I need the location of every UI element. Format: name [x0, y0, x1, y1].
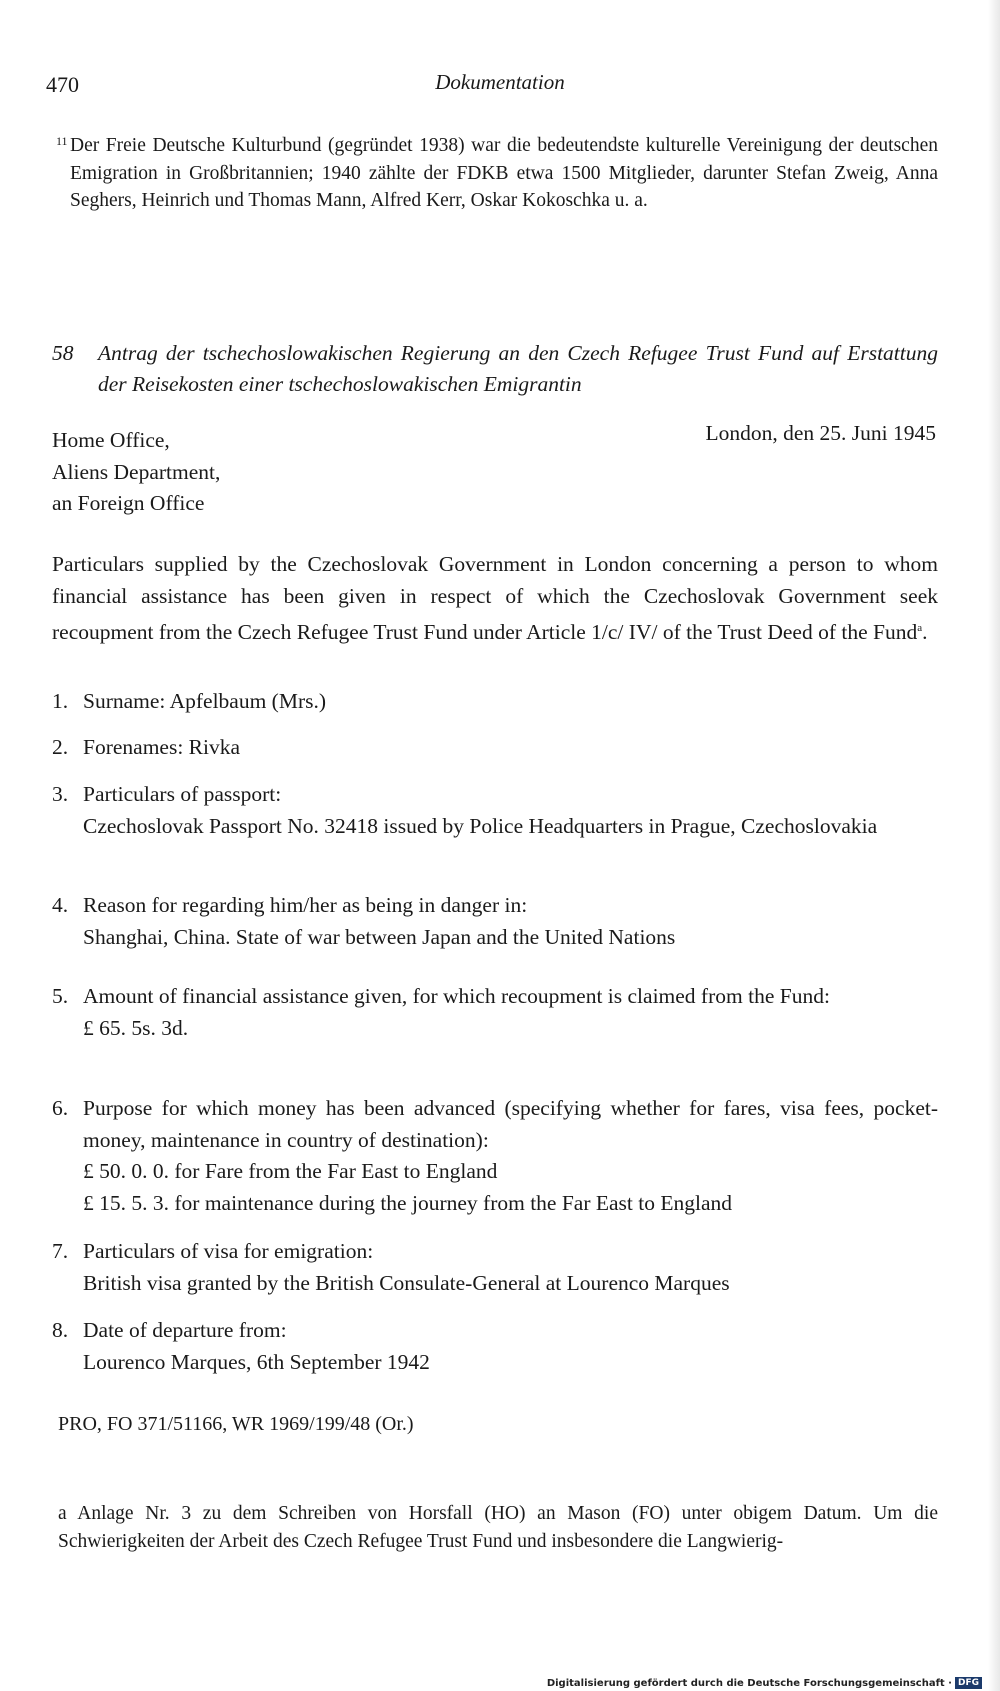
intro-text: Particulars supplied by the Czechoslovak Government in London concerning a person to whom financial assistance has been given in respect of which the Czechoslovak Government seek recoupment from the Czech Refugee Trust Fund under Article 1/c/ IV/ of the Trust Deed of the Fund	[52, 552, 938, 645]
address-line: Aliens Department,	[52, 459, 221, 484]
address-line: an Foreign Office	[52, 491, 205, 515]
digitization-credit	[547, 1677, 982, 1689]
note-reference: a	[917, 622, 923, 634]
list-item	[52, 779, 938, 842]
list-item	[52, 686, 938, 718]
item-line: Purpose for which money has been advanced (specifying whether for fares, visa fees, pocket-money, maintenance in country of destination):	[83, 1096, 938, 1152]
item-line: Date of departure from:	[83, 1318, 287, 1342]
footnote-a	[58, 1500, 938, 1555]
list-item	[52, 981, 938, 1044]
item-number: 2.	[52, 735, 69, 759]
intro-paragraph	[52, 548, 938, 648]
item-number: 6.	[52, 1096, 69, 1120]
item-line: £ 50. 0. 0. for Fare from the Far East to England	[83, 1159, 498, 1183]
address-line: Home Office,	[52, 428, 170, 452]
list-item	[52, 890, 938, 953]
footnote-marker: 11	[56, 134, 68, 148]
list-item	[52, 1236, 938, 1299]
footnote-11	[56, 132, 938, 215]
place-date: London, den 25. Juni 1945	[705, 421, 936, 445]
item-number: 7.	[52, 1239, 69, 1263]
item-number: 3.	[52, 782, 69, 806]
item-number: 8.	[52, 1318, 69, 1342]
item-line: British visa granted by the British Consulate-General at Lourenco Marques	[83, 1270, 730, 1295]
list-item	[52, 1093, 938, 1219]
page-number: 470	[46, 72, 79, 97]
document-heading	[52, 338, 938, 400]
item-line: Forenames: Rivka	[83, 735, 241, 759]
item-number: 4.	[52, 893, 69, 917]
item-line: Particulars of passport:	[83, 782, 282, 806]
item-line: Czechoslovak Passport No. 32418 issued by Police Headquarters in Prague, Czechoslovakia	[83, 813, 878, 838]
page-edge	[988, 0, 1000, 1691]
item-line: £ 15. 5. 3. for maintenance during the journey from the Far East to England	[83, 1190, 733, 1215]
list-item	[52, 732, 938, 764]
footnote-marker: a	[58, 1503, 67, 1524]
source-citation: PRO, FO 371/51166, WR 1969/199/48 (Or.)	[58, 1413, 414, 1435]
item-line: £ 65. 5s. 3d.	[83, 1015, 189, 1040]
item-line: Shanghai, China. State of war between Japan and the United Nations	[83, 924, 676, 949]
document-title: Antrag der tschechoslowakischen Regierung an den Czech Refugee Trust Fund auf Erstattung der Reisekosten einer tschechoslowakischen Emigrantin	[98, 341, 938, 396]
item-line: Amount of financial assistance given, for which recoupment is claimed from the Fund:	[83, 984, 830, 1008]
intro-end: .	[922, 620, 928, 645]
dfg-logo: DFG	[955, 1677, 982, 1689]
item-line: Surname: Apfelbaum (Mrs.)	[83, 689, 327, 713]
document-number: 58	[52, 341, 74, 365]
item-line: Reason for regarding him/her as being in danger in:	[83, 893, 528, 917]
address-block	[52, 425, 220, 520]
item-number: 1.	[52, 689, 69, 713]
item-line: Lourenco Marques, 6th September 1942	[83, 1349, 430, 1374]
credit-text: Digitalisierung gefördert durch die Deutsche Forschungsgemeinschaft ·	[546, 1678, 952, 1689]
list-item	[52, 1315, 938, 1378]
running-head: Dokumentation	[435, 70, 565, 94]
footnote-text: Der Freie Deutsche Kulturbund (gegründet 1938) war die bedeutendste kulturelle Vereinigung der deutschen Emigration in Großbritannien; 1940 zählte der FDKB etwa 1500 Mitglieder, darunter Stefan Zweig, Anna Seghers, Heinrich und Thomas Mann, Alfred Kerr, Oskar Kokoschka u. a.	[70, 135, 938, 211]
footnote-text: Anlage Nr. 3 zu dem Schreiben von Horsfall (HO) an Mason (FO) unter obigem Datum. Um die Schwierigkeiten der Arbeit des Czech Refugee Trust Fund und insbesondere die Langwierig-	[58, 1503, 938, 1552]
item-number: 5.	[52, 984, 69, 1008]
item-line: Particulars of visa for emigration:	[83, 1239, 374, 1263]
